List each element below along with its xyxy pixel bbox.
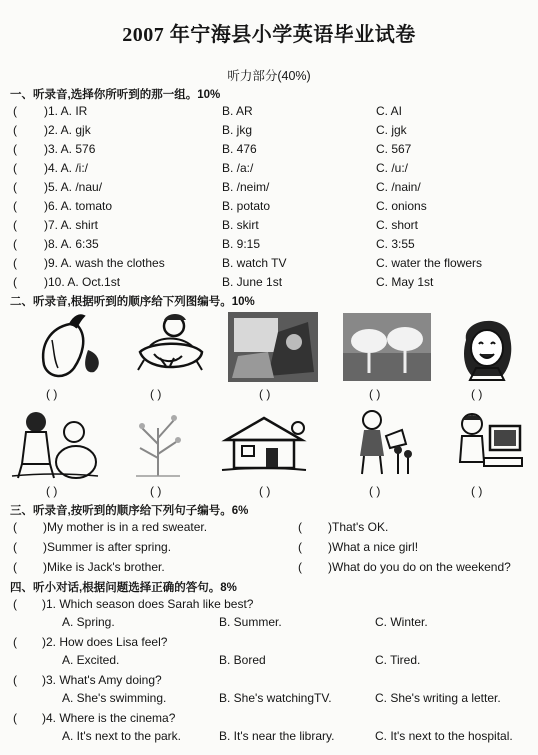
eggplant-picture <box>30 310 105 382</box>
picture-answer-paren[interactable]: ( ) <box>259 387 271 401</box>
answer-paren-open[interactable]: ( <box>13 180 17 194</box>
picture-answer-paren[interactable]: ( ) <box>471 484 483 498</box>
option-c: C. /u:/ <box>376 161 409 175</box>
answer-paren-open[interactable]: ( <box>13 520 17 534</box>
answer-option-c: C. Winter. <box>375 615 428 629</box>
answer-option-a: A. It's next to the park. <box>62 729 182 743</box>
question-option-a: )10. A. Oct.1st <box>44 275 121 289</box>
answer-option-a: A. Spring. <box>62 615 115 629</box>
question-option-a: )2. A. gjk <box>44 123 91 137</box>
answer-option-c: C. It's next to the hospital. <box>375 729 513 743</box>
answer-paren-open[interactable]: ( <box>13 275 17 289</box>
answer-paren-open[interactable]: ( <box>13 237 17 251</box>
answer-paren-open[interactable]: ( <box>298 520 302 534</box>
flowers-picture <box>343 313 431 381</box>
option-c: C. jgk <box>376 123 407 137</box>
option-b: B. jkg <box>222 123 253 137</box>
answer-paren-open[interactable]: ( <box>298 560 302 574</box>
computer-boy-picture <box>450 408 526 476</box>
dialogue-question: )4. Where is the cinema? <box>42 711 176 725</box>
option-c: C. /nain/ <box>376 180 421 194</box>
answer-paren-open[interactable]: ( <box>13 123 17 137</box>
option-c: C. onions <box>376 199 427 213</box>
sentence-right: )What a nice girl! <box>328 540 419 554</box>
question-option-a: )6. A. tomato <box>44 199 113 213</box>
picture-answer-paren[interactable]: ( ) <box>150 484 162 498</box>
watching-tv-picture <box>228 312 318 382</box>
question-option-a: )3. A. 576 <box>44 142 96 156</box>
dialogue-question: )2. How does Lisa feel? <box>42 635 168 649</box>
picture-answer-paren[interactable]: ( ) <box>471 387 483 401</box>
question-option-a: )1. A. IR <box>44 104 88 118</box>
answer-option-b: B. Bored <box>219 653 266 667</box>
picture-answer-paren[interactable]: ( ) <box>46 484 58 498</box>
snowman-girl-picture <box>8 408 100 480</box>
answer-paren-open[interactable]: ( <box>13 673 17 687</box>
exam-title: 2007 年宁海县小学英语毕业试卷 <box>122 24 416 46</box>
picture-answer-paren[interactable]: ( ) <box>46 387 58 401</box>
option-c: C. May 1st <box>376 275 434 289</box>
answer-option-b: B. She's watchingTV. <box>219 691 332 705</box>
section3-heading: 三、听录音,按听到的顺序给下列句子编号。6% <box>10 505 249 517</box>
answer-option-b: B. Summer. <box>219 615 282 629</box>
option-b: B. potato <box>222 199 271 213</box>
option-b: B. skirt <box>222 218 259 232</box>
answer-paren-open[interactable]: ( <box>13 597 17 611</box>
question-option-a: )5. A. /nau/ <box>44 180 103 194</box>
option-b: B. /neim/ <box>222 180 270 194</box>
answer-option-a: A. She's swimming. <box>62 691 167 705</box>
option-c: C. water the flowers <box>376 256 483 270</box>
answer-option-a: A. Excited. <box>62 653 120 667</box>
happy-girl-picture <box>452 310 522 382</box>
option-b: B. 9:15 <box>222 237 261 251</box>
answer-paren-open[interactable]: ( <box>13 104 17 118</box>
picture-answer-paren[interactable]: ( ) <box>259 484 271 498</box>
dialogue-question: )1. Which season does Sarah like best? <box>42 597 254 611</box>
option-b: B. AR <box>222 104 253 118</box>
answer-option-c: C. Tired. <box>375 653 421 667</box>
answer-paren-open[interactable]: ( <box>13 711 17 725</box>
option-c: C. short <box>376 218 419 232</box>
house-picture <box>220 410 308 476</box>
sentence-right: )What do you do on the weekend? <box>328 560 511 574</box>
answer-paren-open[interactable]: ( <box>13 161 17 175</box>
option-c: C. 567 <box>376 142 412 156</box>
question-option-a: )8. A. 6:35 <box>44 237 99 251</box>
dialogue-question: )3. What's Amy doing? <box>42 673 162 687</box>
washing-clothes-picture <box>130 308 208 382</box>
option-b: B. watch TV <box>222 256 287 270</box>
picture-answer-paren[interactable]: ( ) <box>150 387 162 401</box>
sentence-left: )Summer is after spring. <box>43 540 172 554</box>
answer-paren-open[interactable]: ( <box>13 560 17 574</box>
question-option-a: )9. A. wash the clothes <box>44 256 165 270</box>
answer-option-c: C. She's writing a letter. <box>375 691 501 705</box>
sentence-left: )My mother is in a red sweater. <box>43 520 208 534</box>
answer-paren-open[interactable]: ( <box>13 256 17 270</box>
answer-option-b: B. It's near the library. <box>219 729 335 743</box>
sentence-left: )Mike is Jack's brother. <box>43 560 165 574</box>
question-option-a: )4. A. /i:/ <box>44 161 89 175</box>
option-b: B. /a:/ <box>222 161 254 175</box>
question-option-a: )7. A. shirt <box>44 218 99 232</box>
section2-heading: 二、听录音,根据听到的顺序给下列图编号。10% <box>10 296 255 308</box>
listening-subtitle: 听力部分(40%) <box>227 69 311 83</box>
sentence-right: )That's OK. <box>328 520 389 534</box>
answer-paren-open[interactable]: ( <box>13 218 17 232</box>
option-c: C. AI <box>376 104 403 118</box>
watering-flowers-picture <box>346 408 416 476</box>
tree-picture <box>128 408 188 478</box>
answer-paren-open[interactable]: ( <box>13 635 17 649</box>
option-c: C. 3:55 <box>376 237 415 251</box>
answer-paren-open[interactable]: ( <box>13 199 17 213</box>
answer-paren-open[interactable]: ( <box>13 142 17 156</box>
section4-heading: 四、听小对话,根据问题选择正确的答句。8% <box>10 582 237 594</box>
picture-answer-paren[interactable]: ( ) <box>369 484 381 498</box>
answer-paren-open[interactable]: ( <box>298 540 302 554</box>
option-b: B. 476 <box>222 142 257 156</box>
option-b: B. June 1st <box>222 275 283 289</box>
section1-heading: 一、听录音,选择你所听到的那一组。10% <box>10 89 221 101</box>
picture-answer-paren[interactable]: ( ) <box>369 387 381 401</box>
answer-paren-open[interactable]: ( <box>13 540 17 554</box>
